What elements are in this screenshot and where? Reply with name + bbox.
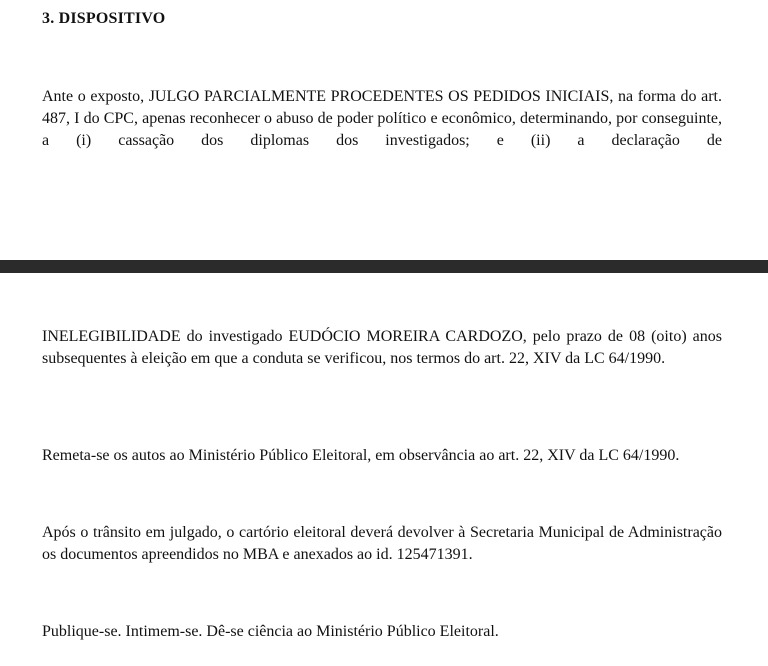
paragraph-remittance: Remeta-se os autos ao Ministério Público Eleitoral, em observância ao art. 22, XIV da LC 64/1990. (42, 447, 680, 464)
page-break-divider (0, 260, 768, 273)
document-page-bottom (0, 273, 768, 666)
document-page-top (0, 0, 768, 260)
paragraph-judgment: Ante o exposto, JULGO PARCIALMENTE PROCEDENTES OS PEDIDOS INICIAIS, na forma do art. 487, I do CPC, apenas reconhecer o abuso de poder político e econômico, determinando, por conseguinte, a (i) cassação dos diplomas dos investigados; e (ii) a declaração de (42, 88, 722, 149)
paragraph-ineligibility: INELEGIBILIDADE do investigado EUDÓCIO MOREIRA CARDOZO, pelo prazo de 08 (oito) anos subsequentes à eleição em que a conduta se verificou, nos termos do art. 22, XIV da LC 64/1990. (42, 328, 722, 367)
paragraph-return-documents: Após o trânsito em julgado, o cartório eleitoral deverá devolver à Secretaria Municipal de Administração os documentos apreendidos no MBA e anexados ao id. 125471391. (42, 524, 722, 563)
section-heading: 3. DISPOSITIVO (42, 10, 166, 27)
paragraph-publication: Publique-se. Intimem-se. Dê-se ciência ao Ministério Público Eleitoral. (42, 623, 499, 640)
